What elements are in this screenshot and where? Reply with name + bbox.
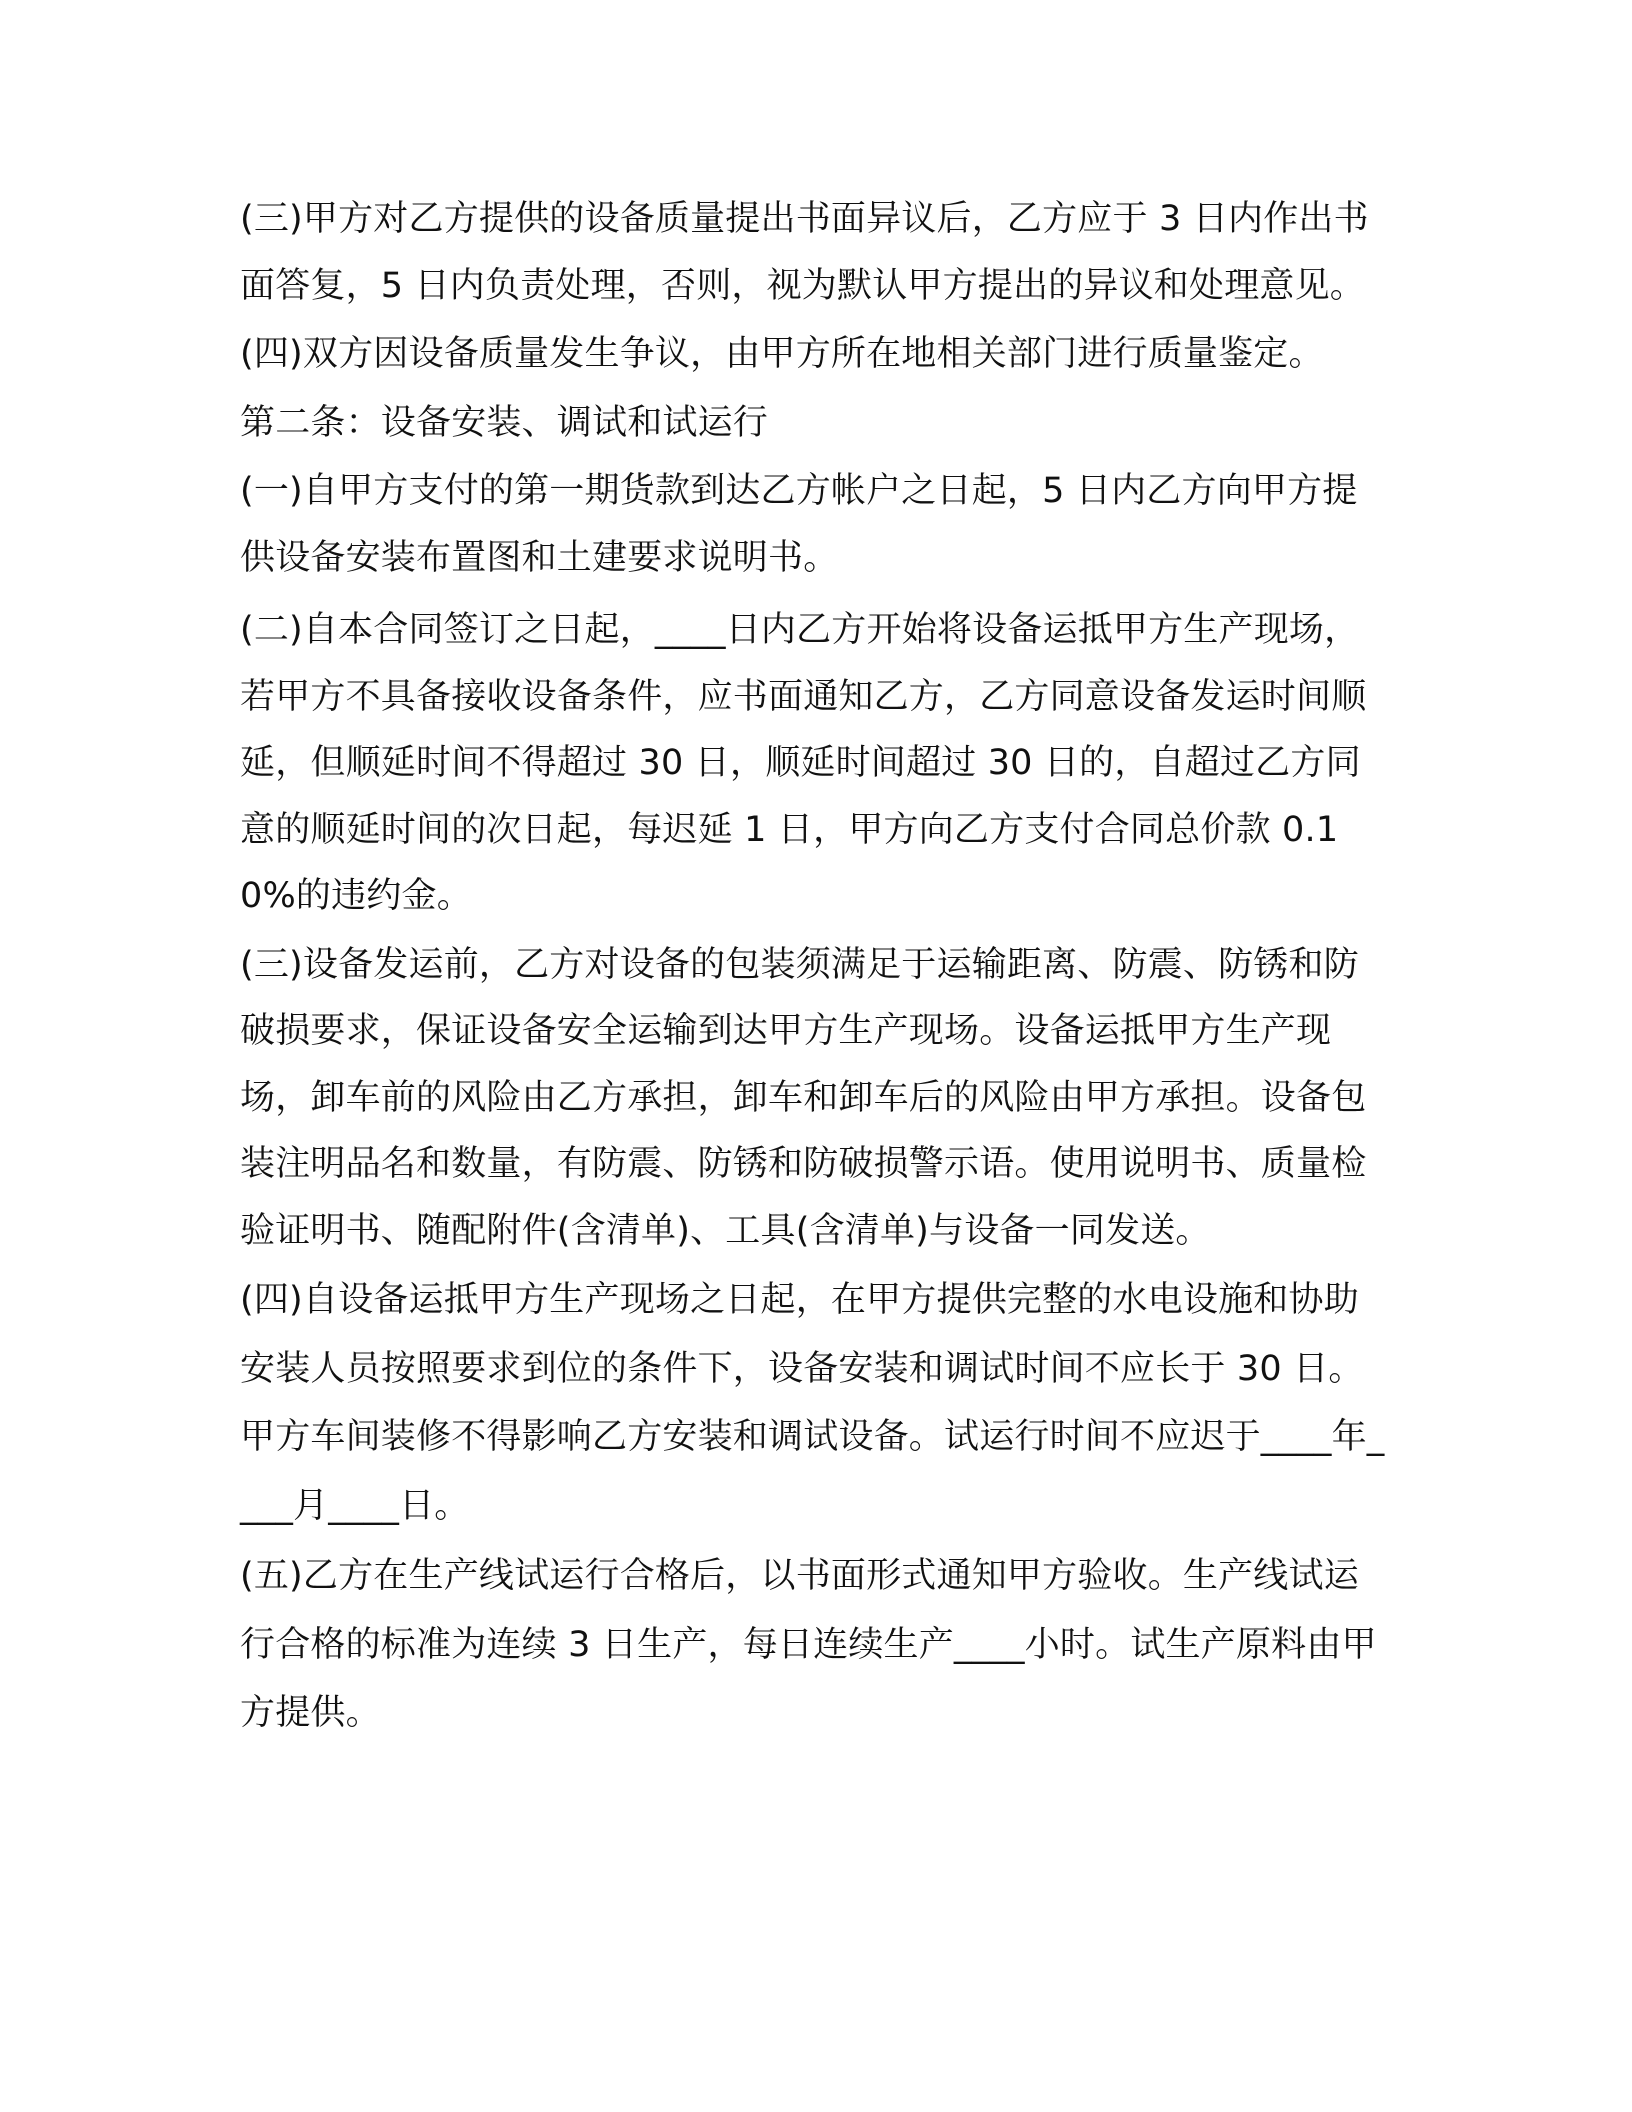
paragraph-quality-dispute: (四)双方因设备质量发生争议，由甲方所在地相关部门进行质量鉴定。 bbox=[240, 334, 1324, 374]
paragraph-installation-period: (四)自设备运抵甲方生产现场之日起，在甲方提供完整的水电设施和协助安装人员按照要求到位的条件下，设备安装和调试时间不应长于 30 日。甲方车间装修不得影响乙方安装和调试设备。试运行时间不应迟于____年____月____日。 bbox=[240, 1280, 1385, 1526]
paragraph-quality-objection: (三)甲方对乙方提供的设备质量提出书面异议后，乙方应于 3 日内作出书面答复，5 日内负责处理，否则，视为默认甲方提出的异议和处理意见。 bbox=[240, 199, 1369, 306]
paragraph-trial-acceptance: (五)乙方在生产线试运行合格后，以书面形式通知甲方验收。生产线试运行合格的标准为连续 3 日生产，每日连续生产____小时。试生产原料由甲方提供。 bbox=[240, 1556, 1377, 1733]
section-heading-article-2: 第二条：设备安装、调试和试运行 bbox=[240, 402, 769, 443]
paragraph-packaging-requirements: (三)设备发运前，乙方对设备的包装须满足于运输距离、防震、防锈和防破损要求，保证设备安全运输到达甲方生产现场。设备运抵甲方生产现场，卸车前的风险由乙方承担，卸车和卸车后的风险由甲方承担。设备包装注明品名和数量，有防震、防锈和防破损警示语。使用说明书、质量检验证明书、随配附件(含清单)、工具(含清单)与设备一同发送。 bbox=[240, 944, 1367, 1251]
paragraph-delivery-schedule: (二)自本合同签订之日起，____日内乙方开始将设备运抵甲方生产现场，若甲方不具备接收设备条件，应书面通知乙方，乙方同意设备发运时间顺延，但顺延时间不得超过 30 日，顺延时间超过 30 日的，自超过乙方同意的顺延时间的次日起，每迟延 1 日，甲方向乙方支付合同总价款 0.10%的违约金。 bbox=[240, 610, 1367, 916]
document-body bbox=[240, 186, 1390, 1748]
paragraph-installation-drawings: (一)自甲方支付的第一期货款到达乙方帐户之日起，5 日内乙方向甲方提供设备安装布置图和土建要求说明书。 bbox=[240, 471, 1358, 578]
